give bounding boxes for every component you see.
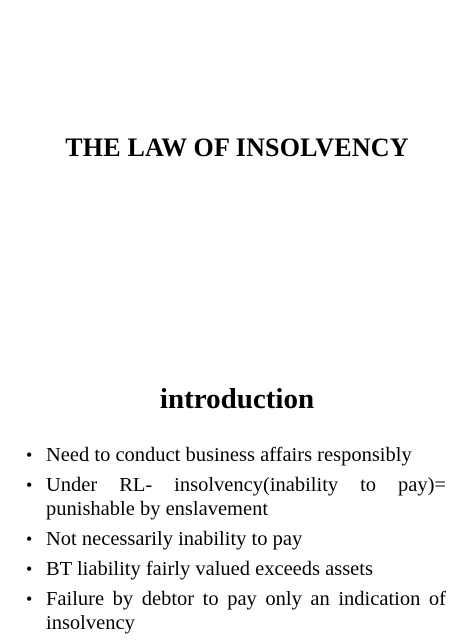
bullet-text: Under RL- insolvency(inability to pay)= punishable by enslavement bbox=[46, 474, 446, 520]
slide-title: THE LAW OF INSOLVENCY bbox=[65, 133, 409, 162]
bullet-icon: • bbox=[26, 475, 33, 495]
list-item bbox=[24, 443, 446, 467]
section-heading: introduction bbox=[159, 383, 315, 415]
list-item bbox=[24, 587, 446, 635]
list-item bbox=[24, 527, 446, 551]
bullet-icon: • bbox=[26, 529, 33, 549]
bullet-text: Failure by debtor to pay only an indication of insolvency bbox=[46, 588, 446, 634]
bullet-text: Need to conduct business affairs responsibly bbox=[46, 444, 412, 466]
list-item bbox=[24, 473, 446, 521]
bullet-text: Not necessarily inability to pay bbox=[46, 528, 303, 550]
bullet-icon: • bbox=[26, 589, 33, 609]
bullet-icon: • bbox=[26, 445, 33, 465]
bullet-text: BT liability fairly valued exceeds assets bbox=[46, 558, 373, 580]
bullet-list bbox=[24, 443, 446, 641]
bullet-icon: • bbox=[26, 559, 33, 579]
list-item bbox=[24, 557, 446, 581]
